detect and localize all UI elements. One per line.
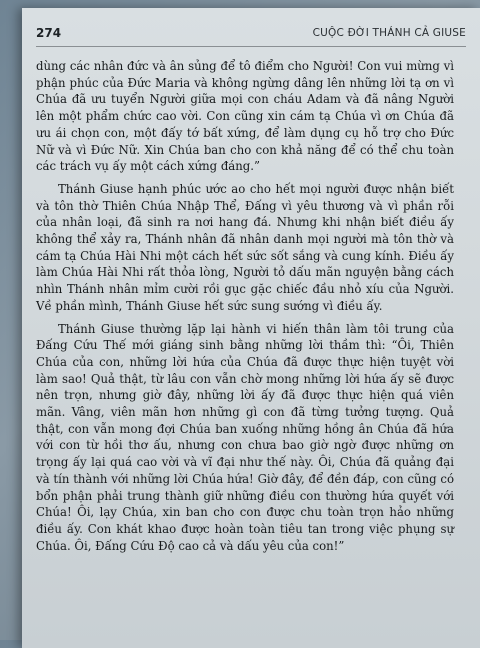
paragraph-2: Thánh Giuse hạnh phúc ước ao cho hết mọi người được nhận biết và tôn thờ Thiên Chúa Nhập Thể, Đấng vì yêu thương và vì phần rỗi của nhân loại, đã sinh ra nơi hang đá. Nhưng khi nhận biết điều ấy không thể xảy ra, Thánh nhân đã nhân danh mọi người mà tôn thờ và cám tạ Chúa Hài Nhi một cách hết sức sốt sắng và cung kính. Điều ấy làm Chúa Hài Nhi rất thỏa lòng, Người tỏ dấu mãn nguyện bằng cách nhìn Thánh nhân mỉm cười rồi gục gặc chiếc đầu nhỏ xíu của Người. Về phần mình, Thánh Giuse hết sức sung sướng vì điều ấy. xyxy=(36,181,454,313)
book-page xyxy=(22,8,480,648)
paragraph-3: Thánh Giuse thường lặp lại hành vi hiến thân làm tôi trung của Đấng Cứu Thế mới giáng sinh bằng những lời thầm thì: “Ôi, Thiên Chúa của con, những lời hứa của Chúa đã được thực hiện tuyệt vời làm sao! Quả thật, từ lâu con vẫn chờ mong những lời hứa ấy sẽ được nên trọn, nhưng giờ đây, những lời ấy đã được thực hiện quá viên mãn. Vâng, viên mãn hơn những gì con đã từng tưởng tượng. Quả thật, con vẫn mong đợi Chúa ban xuống những hồng ân Chúa đã hứa với con từ hồi thơ ấu, nhưng con chưa bao giờ ngờ được những ơn trọng ấy lại quá cao vời và vĩ đại như thế này. Ôi, Chúa đã quảng đại và tín thành với những lời Chúa hứa! Giờ đây, để đền đáp, con cũng có bổn phận phải trung thành giữ những điều con thường hứa quyết với Chúa! Ôi, lạy Chúa, xin ban cho con được chu toàn trọn hảo những điều ấy. Con khát khao được hoàn toàn tiêu tan trong việc phụng sự Chúa. Ôi, Đấng Cứu Độ cao cả và dấu yêu của con!” xyxy=(36,321,454,553)
page-header xyxy=(36,24,466,47)
paragraph-1: dùng các nhân đức và ân sủng để tô điểm cho Người! Con vui mừng vì phận phúc của Đức Maria và không ngừng dâng lên những lời tạ ơn vì Chúa đã ưu tuyển Người giữa mọi con cháu Adam và đã nâng Người lên một phẩm chức cao vời. Con cũng xin cám tạ Chúa vì ơn Chúa đã ưu ái chọn con, một đấy tớ bất xứng, để làm dụng cụ hỗ trợ cho Đức Nữ và vì Đức Nữ. Xin Chúa ban cho con khả năng để có thể chu toàn các trách vụ ấy một cách xứng đáng.” xyxy=(36,59,454,174)
running-title: CUỘC ĐỜI THÁNH CẢ GIUSE xyxy=(312,27,466,39)
page-body xyxy=(36,58,454,560)
page-number: 274 xyxy=(36,26,62,40)
